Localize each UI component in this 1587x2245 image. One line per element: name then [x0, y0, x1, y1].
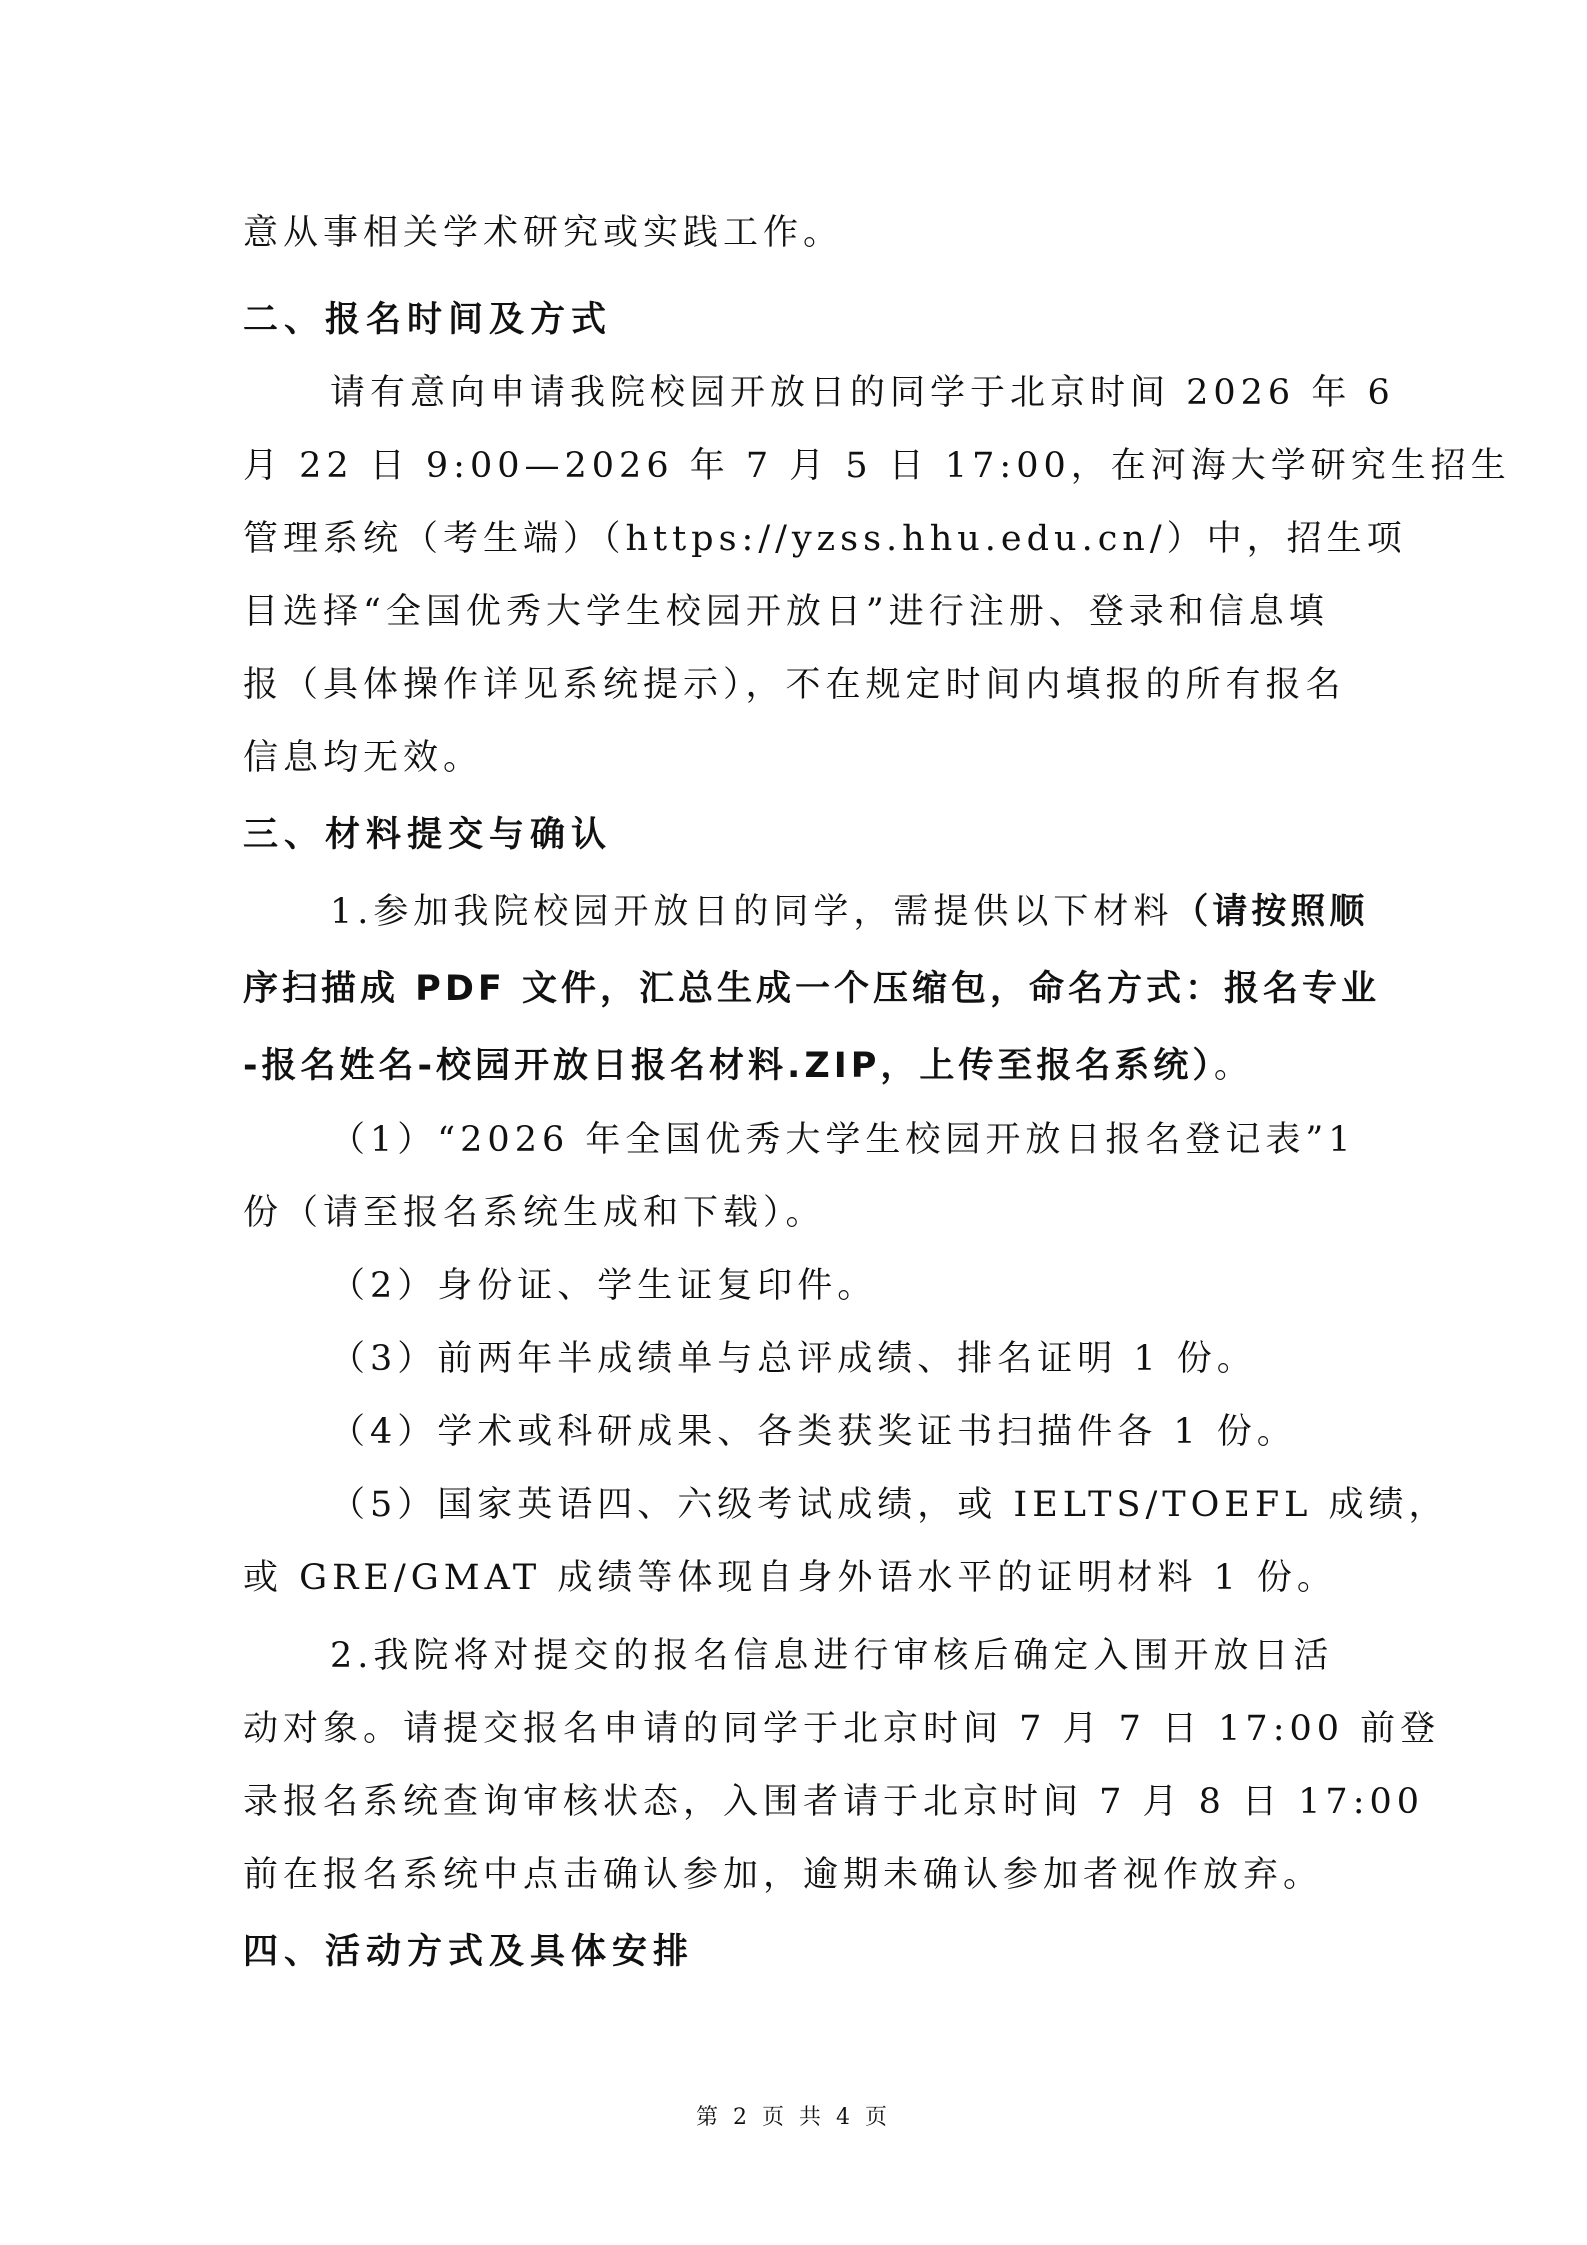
section-heading-materials: 三、材料提交与确认	[243, 815, 613, 855]
text-line: 份（请至报名系统生成和下载）。	[243, 1193, 826, 1233]
bold-text-segment: （请按照顺	[1173, 892, 1369, 932]
text-line: 2.我院将对提交的报名信息进行审核后确定入围开放日活	[330, 1636, 1334, 1676]
text-segment: 1.参加我院校园开放日的同学，需提供以下材料	[330, 892, 1174, 932]
bold-text-line: 序扫描成 PDF 文件，汇总生成一个压缩包，命名方式：报名专业	[243, 969, 1380, 1009]
text-line: 月 22 日 9:00—2026 年 7 月 5 日 17:00，在河海大学研究生招生	[243, 446, 1511, 486]
text-line: 或 GRE/GMAT 成绩等体现自身外语水平的证明材料 1 份。	[243, 1558, 1337, 1598]
text-line: 动对象。请提交报名申请的同学于北京时间 7 月 7 日 17:00 前登	[243, 1709, 1441, 1749]
text-line: 前在报名系统中点击确认参加，逾期未确认参加者视作放弃。	[243, 1855, 1324, 1895]
bold-text-segment: -报名姓名-校园开放日报名材料.ZIP，上传至报名系统）	[243, 1046, 1214, 1086]
list-item: （1）“2026 年全国优秀大学生校园开放日报名登记表”1	[330, 1120, 1356, 1160]
text-line	[243, 1036, 1254, 1096]
text-line: 目选择“全国优秀大学生校园开放日”进行注册、登录和信息填	[243, 592, 1329, 632]
text-line: 意从事相关学术研究或实践工作。	[243, 213, 844, 253]
list-item: （5）国家英语四、六级考试成绩，或 IELTS/TOEFL 成绩，	[330, 1485, 1449, 1525]
list-item: （2）身份证、学生证复印件。	[330, 1266, 878, 1306]
section-heading-registration: 二、报名时间及方式	[243, 300, 613, 340]
text-line: 请有意向申请我院校园开放日的同学于北京时间 2026 年 6	[330, 373, 1395, 413]
text-line: 报（具体操作详见系统提示），不在规定时间内填报的所有报名	[243, 665, 1346, 705]
list-item: （4）学术或科研成果、各类获奖证书扫描件各 1 份。	[330, 1412, 1297, 1452]
text-line: 录报名系统查询审核状态，入围者请于北京时间 7 月 8 日 17:00	[243, 1782, 1425, 1822]
text-line: 管理系统（考生端）（https://yzss.hhu.edu.cn/）中，招生项	[243, 519, 1407, 559]
list-item: （3）前两年半成绩单与总评成绩、排名证明 1 份。	[330, 1339, 1257, 1379]
text-line: 信息均无效。	[243, 738, 484, 778]
page-number-footer: 第 2 页 共 4 页	[696, 2105, 891, 2130]
text-segment: 。	[1213, 1046, 1254, 1086]
text-line	[330, 882, 1368, 942]
section-heading-arrangement: 四、活动方式及具体安排	[243, 1932, 695, 1972]
